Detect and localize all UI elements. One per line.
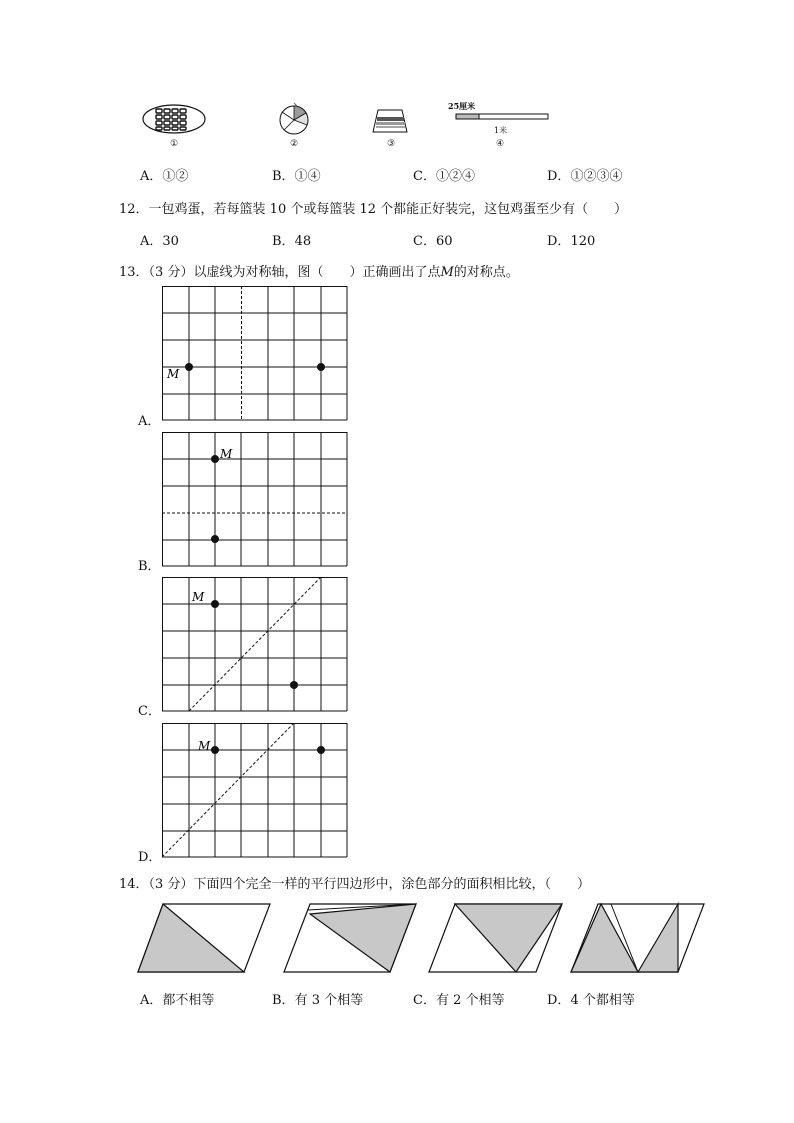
q11-bar-label-bottom: 1米: [494, 126, 508, 135]
q12-question: 12．一包鸡蛋，若每篮装 10 个或每篮装 12 个都能正好装完，这包鸡蛋至少有（ ）: [119, 202, 628, 217]
q13-option-d[interactable]: D．: [138, 850, 162, 865]
q13-grid-d-point-label: M: [198, 739, 211, 753]
q13-grid-a-point-label: M: [167, 367, 180, 381]
q12-option-b[interactable]: B．48: [272, 234, 312, 249]
q14-option-a[interactable]: A．都不相等: [140, 993, 215, 1008]
q11-figure-2: [274, 102, 314, 136]
q11-caption-2: ②: [289, 139, 299, 149]
q13-option-a[interactable]: A．: [138, 414, 161, 429]
q11-caption-1: ①: [169, 139, 179, 149]
q11-bar-label-top: 25厘米: [448, 101, 476, 111]
q11-caption-4: ④: [495, 139, 505, 149]
q13-grid-a: [162, 286, 348, 421]
q11-option-a[interactable]: A．①②: [140, 169, 189, 184]
q13-grid-c: [162, 577, 348, 712]
q14-option-c[interactable]: C．有 2 个相等: [413, 993, 505, 1008]
q12-option-d[interactable]: D．120: [547, 234, 596, 249]
q11-option-c[interactable]: C．①②④: [413, 169, 475, 184]
q11-caption-3: ③: [386, 139, 396, 149]
q11-figure-4: [455, 112, 550, 122]
q13-grid-b-point-label: M: [220, 447, 233, 461]
q11-figure-1: [141, 103, 207, 135]
q13-grid-c-point-label: M: [192, 590, 205, 604]
q11-figure-3: [371, 108, 409, 134]
q11-option-d[interactable]: D．①②③④: [547, 169, 623, 184]
q14-option-d[interactable]: D．4 个都相等: [547, 993, 635, 1008]
q13-question: 13．（3 分）以虚线为对称轴，图（ ）正确画出了点M的对称点。: [119, 265, 519, 280]
q13-option-c[interactable]: C．: [138, 704, 161, 719]
q13-grid-d: [162, 723, 348, 858]
q14-question: 14．（3 分）下面四个完全一样的平行四边形中，涂色部分的面积相比较，（ ）: [119, 877, 590, 892]
q12-option-c[interactable]: C．60: [413, 234, 453, 249]
q13-grid-b: [162, 432, 348, 567]
q12-option-a[interactable]: A．30: [140, 234, 179, 249]
q11-option-b[interactable]: B．①④: [272, 169, 321, 184]
q14-option-b[interactable]: B．有 3 个相等: [272, 993, 364, 1008]
q13-option-b[interactable]: B．: [138, 559, 161, 574]
q14-parallelograms: [136, 900, 708, 976]
